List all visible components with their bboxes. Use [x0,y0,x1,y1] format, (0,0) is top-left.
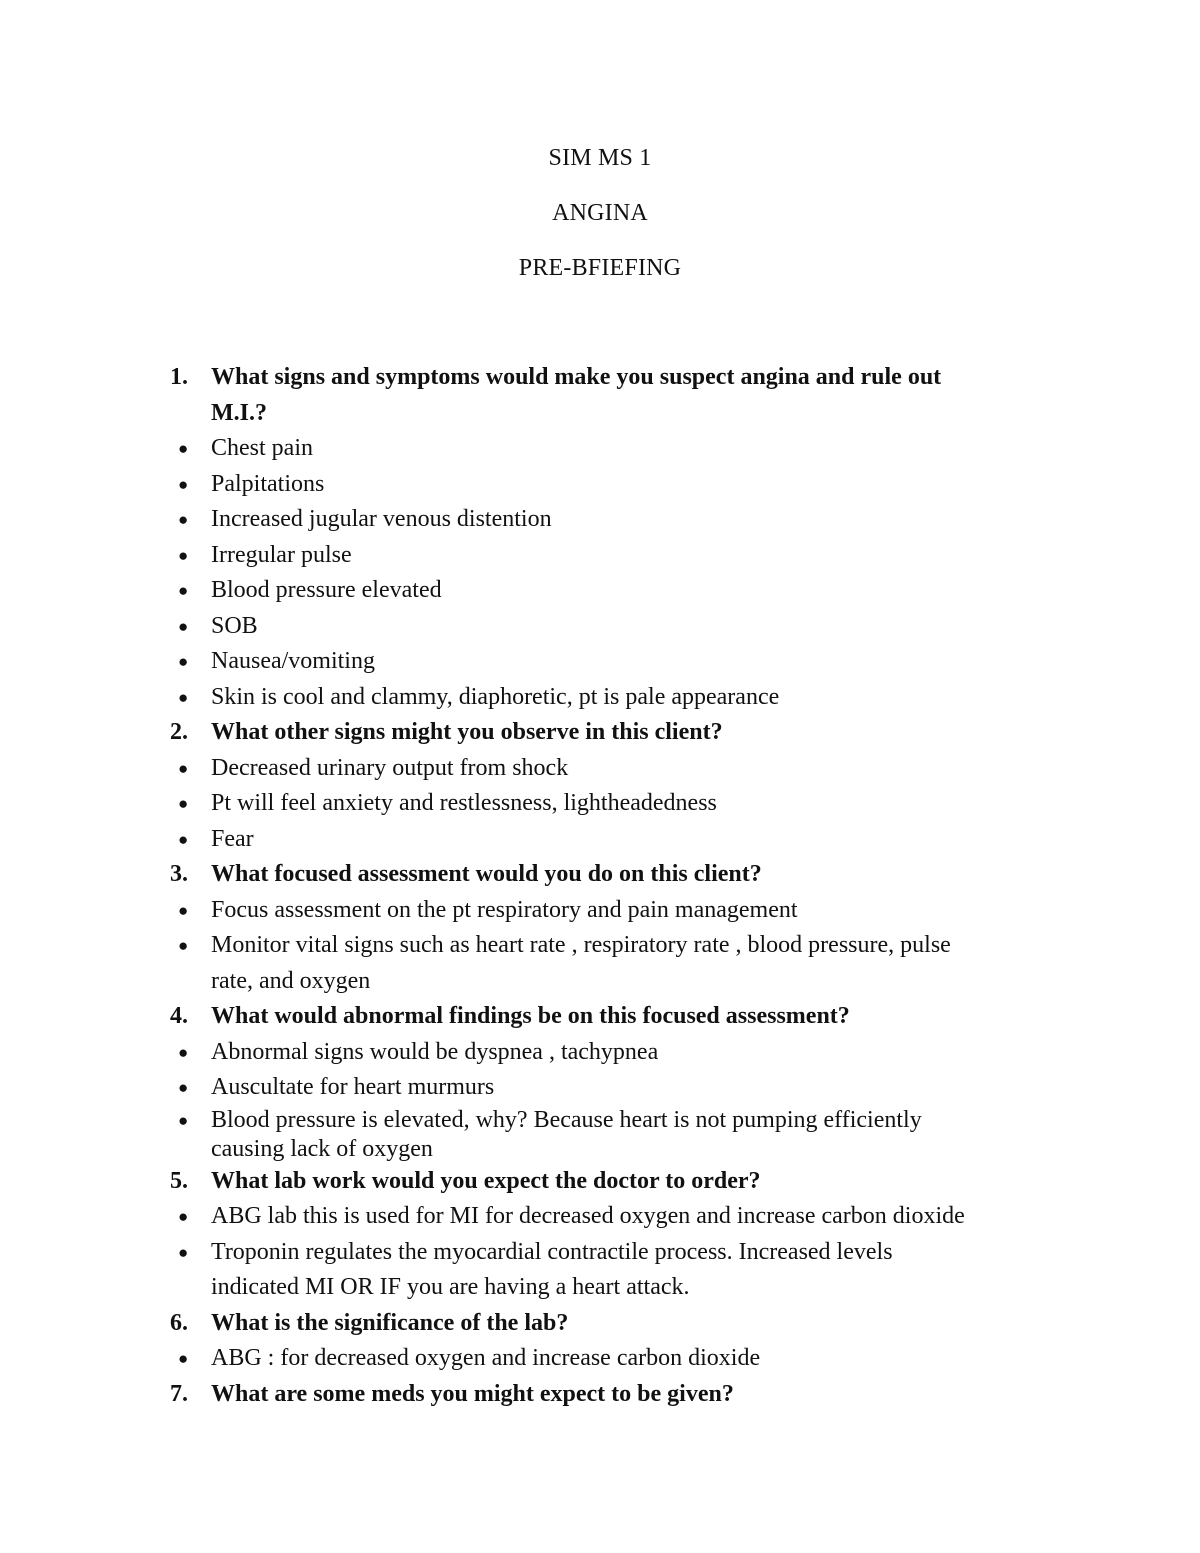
question-number: 2. [170,719,188,745]
answer-text: Auscultate for heart murmurs [211,1074,495,1100]
answer-text: Troponin regulates the myocardial contractile process. Increased levels [211,1238,893,1265]
answer-bullet-item [0,893,1200,929]
answer-text: Monitor vital signs such as heart rate , respiratory rate , blood pressure, pulse [211,932,951,958]
answer-text: Nausea/vomiting [211,648,375,674]
bullet-icon: ● [178,439,189,458]
answer-bullet-item [0,1341,1200,1377]
question-item [0,999,1200,1035]
answer-bullet-item [0,928,1200,964]
question-text: What are some meds you might expect to be given? [211,1380,734,1407]
bullet-icon: ● [178,1207,189,1226]
answer-text: Fear [211,825,254,852]
answer-text: indicated MI OR IF you are having a heart attack. [211,1274,690,1300]
question-item [0,857,1200,893]
bullet-icon: ● [178,936,189,955]
question-number: 3. [170,861,188,887]
bullet-icon: ● [178,758,189,778]
answer-bullet-item [0,502,1200,538]
bullet-icon: ● [178,474,189,494]
bullet-icon: ● [178,652,189,671]
continuation-line [0,396,1200,432]
question-number: 1. [170,364,188,390]
bullet-icon: ● [178,581,189,600]
bullet-icon: ● [178,829,189,849]
question-item [0,360,1200,396]
bullet-icon: ● [178,687,189,707]
question-text: What is the significance of the lab? [211,1309,569,1336]
bullet-icon: ● [178,510,189,529]
header-title: SIM MS 1 [548,145,652,171]
answer-bullet-item [0,1235,1200,1271]
bullet-icon: ● [178,794,189,813]
question-text: What other signs might you observe in this client? [211,719,723,745]
answer-text: SOB [211,612,258,639]
bullet-icon: ● [178,545,189,565]
bullet-icon: ● [178,900,189,920]
answer-bullet-item [0,1106,1200,1135]
question-number: 7. [170,1380,188,1407]
answer-text: Palpitations [211,470,325,497]
question-list [0,360,1200,1412]
answer-text: Blood pressure elevated [211,577,442,603]
answer-text: causing lack of oxygen [211,1135,433,1162]
question-item [0,715,1200,751]
bullet-icon: ● [178,1110,189,1130]
answer-bullet-item [0,431,1200,467]
bullet-icon: ● [178,1242,189,1262]
bullet-icon: ● [178,1042,189,1062]
header-topic: ANGINA [552,200,648,226]
answer-text: Pt will feel anxiety and restlessness, lightheadedness [211,790,717,816]
bullet-icon: ● [178,1349,189,1368]
answer-text: Skin is cool and clammy, diaphoretic, pt is pale appearance [211,683,780,710]
question-text: What focused assessment would you do on this client? [211,861,762,887]
answer-text: ABG lab this is used for MI for decreased oxygen and increase carbon dioxide [211,1203,965,1229]
answer-bullet-item [0,1199,1200,1235]
header-subtitle: PRE-BFIEFING [518,255,682,281]
answer-text: Decreased urinary output from shock [211,754,569,781]
continuation-line [0,1135,1200,1164]
answer-bullet-item [0,609,1200,645]
answer-text: Irregular pulse [211,541,352,568]
question-item [0,1164,1200,1200]
bullet-icon: ● [178,616,189,636]
bullet-icon: ● [178,1078,189,1097]
answer-text: ABG : for decreased oxygen and increase carbon dioxide [211,1345,761,1371]
answer-bullet-item [0,822,1200,858]
answer-bullet-item [0,1035,1200,1071]
answer-bullet-item [0,467,1200,503]
question-item [0,1306,1200,1342]
question-item [0,1377,1200,1413]
question-text: What would abnormal findings be on this focused assessment? [211,1003,850,1029]
continuation-line [0,964,1200,1000]
answer-bullet-item [0,1070,1200,1106]
question-text: M.I.? [211,399,267,426]
question-number: 5. [170,1167,188,1194]
answer-text: Blood pressure is elevated, why? Because heart is not pumping efficiently [211,1106,922,1133]
answer-bullet-item [0,538,1200,574]
answer-bullet-item [0,751,1200,787]
answer-text: Chest pain [211,435,313,461]
answer-bullet-item [0,644,1200,680]
answer-bullet-item [0,573,1200,609]
continuation-line [0,1270,1200,1306]
answer-bullet-item [0,786,1200,822]
document-header [0,143,1200,308]
question-number: 6. [170,1309,188,1336]
answer-text: Increased jugular venous distention [211,506,552,532]
question-text: What signs and symptoms would make you suspect angina and rule out [211,364,942,390]
question-text: What lab work would you expect the doctor to order? [211,1167,761,1194]
question-number: 4. [170,1003,188,1029]
answer-text: Focus assessment on the pt respiratory and pain management [211,896,798,923]
answer-text: rate, and oxygen [211,967,371,994]
answer-bullet-item [0,680,1200,716]
answer-text: Abnormal signs would be dyspnea , tachypnea [211,1038,659,1065]
